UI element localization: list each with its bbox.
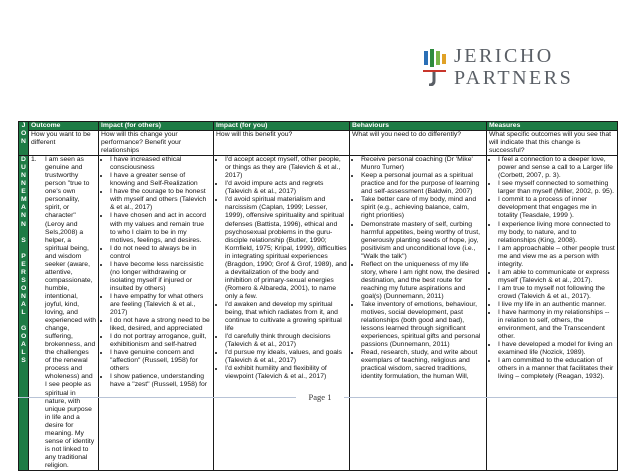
personal-development-table (18, 121, 618, 471)
behaviour-item: • Keep a personal journal as a spiritual practice and for the purpose of learning and self-assessment (Baldwin, 2007) (361, 172, 484, 196)
company-logo (420, 45, 590, 95)
side-letter: D (21, 156, 26, 164)
impact-others-item: • I have genuine concern and "affection" (Russell, 1958) for others (110, 349, 211, 373)
side-letter (21, 245, 26, 253)
impact-you-item: • I'd awaken and develop my spiritual being, that which radiates from it, and continue to cultivate a growing spiritual life (225, 301, 347, 333)
impact-others-item: • I do not portray arrogance, guilt, exhibitionism and self-hatred (110, 333, 211, 349)
subheader-behaviours: What will you need to do differently? (350, 131, 487, 156)
impact-others-cell (99, 156, 214, 471)
behaviour-item: • Reflect on the uniqueness of my life story, where I am right now, the desired destination, and the best route for reaching my future aspirations and goal(s) (Dunnemann, 2011) (361, 261, 484, 301)
subheader-impact-you: How will this benefit you? (214, 131, 350, 156)
side-letter: N (21, 292, 26, 300)
measure-item: • I see myself connected to something larger than myself (Miller, 2002, p. 95). (498, 180, 615, 196)
impact-you-item: • I'd avoid impure acts and regrets (Talevich & et al., 2017) (225, 180, 347, 196)
side-letter: N (21, 212, 26, 220)
header-behaviours: Behaviours (350, 122, 487, 131)
side-letter: L (21, 308, 26, 316)
impact-others-item: • I have empathy for what others are feeling (Talevich & et al., 2017) (110, 293, 211, 317)
table-subheader-row (19, 131, 618, 156)
outcome-cell (29, 156, 99, 471)
measure-item: • I have developed a model for living an examined life (Nozick, 1989). (498, 341, 615, 357)
subheader-outcome: How you want to be different (29, 131, 99, 156)
side-letter: P (21, 252, 26, 260)
measures-cell (487, 156, 618, 471)
side-letter: R (21, 268, 26, 276)
impact-others-item: • I have increased ethical consciousness (110, 156, 211, 172)
side-letter: A (21, 300, 26, 308)
impact-you-item: • I'd accept accept myself, other people, or things as they are (Talevich & et al., 2017) (225, 156, 347, 180)
header-measures: Measures (487, 122, 618, 131)
behaviour-item: • Receive personal coaching (Dr 'Mike' Munro Turner) (361, 156, 484, 172)
impact-others-item: • I have the courage to be honest with myself and others (Talevich & et al., 2017) (110, 188, 211, 212)
logo-wordmark (454, 45, 573, 89)
side-letter: S (21, 236, 26, 244)
behaviour-item: • Read, research, study, and write about exemplars of teaching, religious and practical wisdom, sacred traditions, identity formulation, the human Will, (361, 349, 484, 381)
behaviours-cell (350, 156, 487, 471)
measure-item: • I experience living more connected to my body, to nature, and to relationships (King, 2008). (498, 221, 615, 245)
impact-others-item: • I do not need to always be in control (110, 245, 211, 261)
header-impact-you: Impact (for you) (214, 122, 350, 131)
side-letter: N (21, 180, 26, 188)
measure-item: • I am committed to the education of others in a manner that facilitates their living – completely (Reagan, 1932). (498, 357, 615, 381)
subheader-measures: What specific outcomes will you see that will indicate that this change is successful? (487, 131, 618, 156)
side-label-body (19, 156, 29, 471)
behaviour-item: • Take inventory of emotions, behaviour, motives, social development, past relationships (both good and bad), lessons learned through significant experiences, spiritual gifts and personal passions (Dunnemann, 2011) (361, 301, 484, 349)
side-letter: G (21, 324, 27, 332)
side-letter: O (21, 284, 27, 292)
measure-item: • I feel a connection to a deeper love, power and sense a call to a Larger life (Corbett, 2007, p. 3). (498, 156, 615, 180)
side-letter: L (21, 349, 26, 357)
side-label-header: J O N (19, 122, 29, 156)
side-letter: M (21, 196, 27, 204)
table-body-row (19, 156, 618, 471)
behaviour-item: • Take better care of my body, mind and spirit (e.g., achieving balance, calm, right priorities) (361, 196, 484, 220)
impact-you-item: • I'd exhibit humility and flexibility of viewpoint (Talevich & et al., 2017) (225, 365, 347, 381)
side-letter (21, 317, 26, 325)
impact-others-list (101, 156, 211, 389)
impact-you-item: • I'd avoid spiritual materialism and narcissism (Caplan, 1999; Lesser, 1999), offensive spirituality and spiritual defenses (Battista, 1996), ethical and psychosexual problems in the guru-disciple relationship (Butler, 1990; Kornfield, 1975; Kripal, 1999), difficulties in integrating spiritual experiences (Bragdon, 1990; Grof & Grof, 1989), and a devitalization of the body and inhibition of primary-sexual energies (Romero & Albareda, 2001), to name only a few. (225, 196, 347, 301)
behaviour-item: • Demonstrate mastery of self, curbing harmful appetites, being worthy of trust, generously planting seeds of hope, joy, positivism and unconditional love (i.e., "Walk the talk") (361, 221, 484, 261)
header-impact-others: Impact (for others) (99, 122, 214, 131)
impact-you-cell (214, 156, 350, 471)
behaviours-list (352, 156, 484, 381)
impact-you-item: • I'd carefully think through decisions (Talevich & et al., 2017) (225, 333, 347, 349)
side-letter: O (21, 333, 27, 341)
impact-others-item: • I have a greater sense of knowing and Self-Realization (110, 172, 211, 188)
page-number: Page 1 (308, 392, 332, 402)
logo-mark-icon (420, 48, 450, 86)
measures-list (489, 156, 615, 381)
logo-line-1: JERICHO (454, 45, 554, 67)
side-letter: N (21, 220, 26, 228)
side-letter: S (21, 276, 26, 284)
measure-item: • I have harmony in my relationships -- in relation to self, others, the environment, and the Transcendent other. (498, 309, 615, 341)
measure-item: • I am true to myself not following the crowd (Talevich & et al., 2017). (498, 285, 615, 301)
impact-others-item: • I have become less narcissistic (no longer withdrawing or isolating myself if injured or insulted by others) (110, 261, 211, 293)
measure-item: • I commit to a process of inner development that engages me in totality (Teasdale, 1999 ). (498, 196, 615, 220)
subheader-impact-others: How will this change your performance? Benefit your relationships (99, 131, 214, 156)
outcome-number: 1. (31, 156, 37, 164)
side-letter: S (21, 357, 26, 365)
impact-you-item: • I'd pursue my ideals, values, and goals (Talevich & et al., 2017) (225, 349, 347, 365)
footer-rule-left (18, 397, 296, 398)
measure-item: • I live my life in an authentic manner. (498, 301, 615, 309)
measure-item: • I am approachable – other people trust me and view me as a person with integrity. (498, 245, 615, 269)
side-letter: E (21, 188, 26, 196)
measure-item: • I am able to communicate or express myself (Talevich & et al., 2017). (498, 269, 615, 285)
impact-others-item: • I have chosen and act in accord with my values and remain true to who I claim to be in my motives, feelings, and desires. (110, 212, 211, 244)
side-letter (21, 229, 26, 237)
header-outcome: Outcome (29, 122, 99, 131)
side-letter: A (21, 204, 26, 212)
outcome-text: I am seen as genuine and trustworthy person "true to one's own personality, spirit, or character" (Leroy and Sels,2008) a helper, a spiritual being, and wisdom seeker (aware, attentive, compassionate, humble, intentional, joyful, kind, loving, and experienced with change, suffering, brokenness, and the challenges of the renewal process and wholeness) and I see people as spiritual in nature, with unique purpose in life and a desire for meaning. My sense of identity is not linked to any traditional religion. (45, 156, 97, 469)
side-letter: U (21, 164, 26, 172)
table-header-row (19, 122, 618, 131)
impact-others-item: • I show patience, understanding have a "zest" (Russell, 1958) for (110, 373, 211, 389)
side-letter: N (21, 172, 26, 180)
impact-you-list (216, 156, 347, 381)
side-letter: E (21, 260, 26, 268)
logo-line-2: PARTNERS (454, 67, 574, 89)
impact-others-item: • I do not have a strong need to be liked, desired, and appreciated (110, 317, 211, 333)
side-letter: A (21, 341, 26, 349)
footer-rule-right (344, 397, 617, 398)
